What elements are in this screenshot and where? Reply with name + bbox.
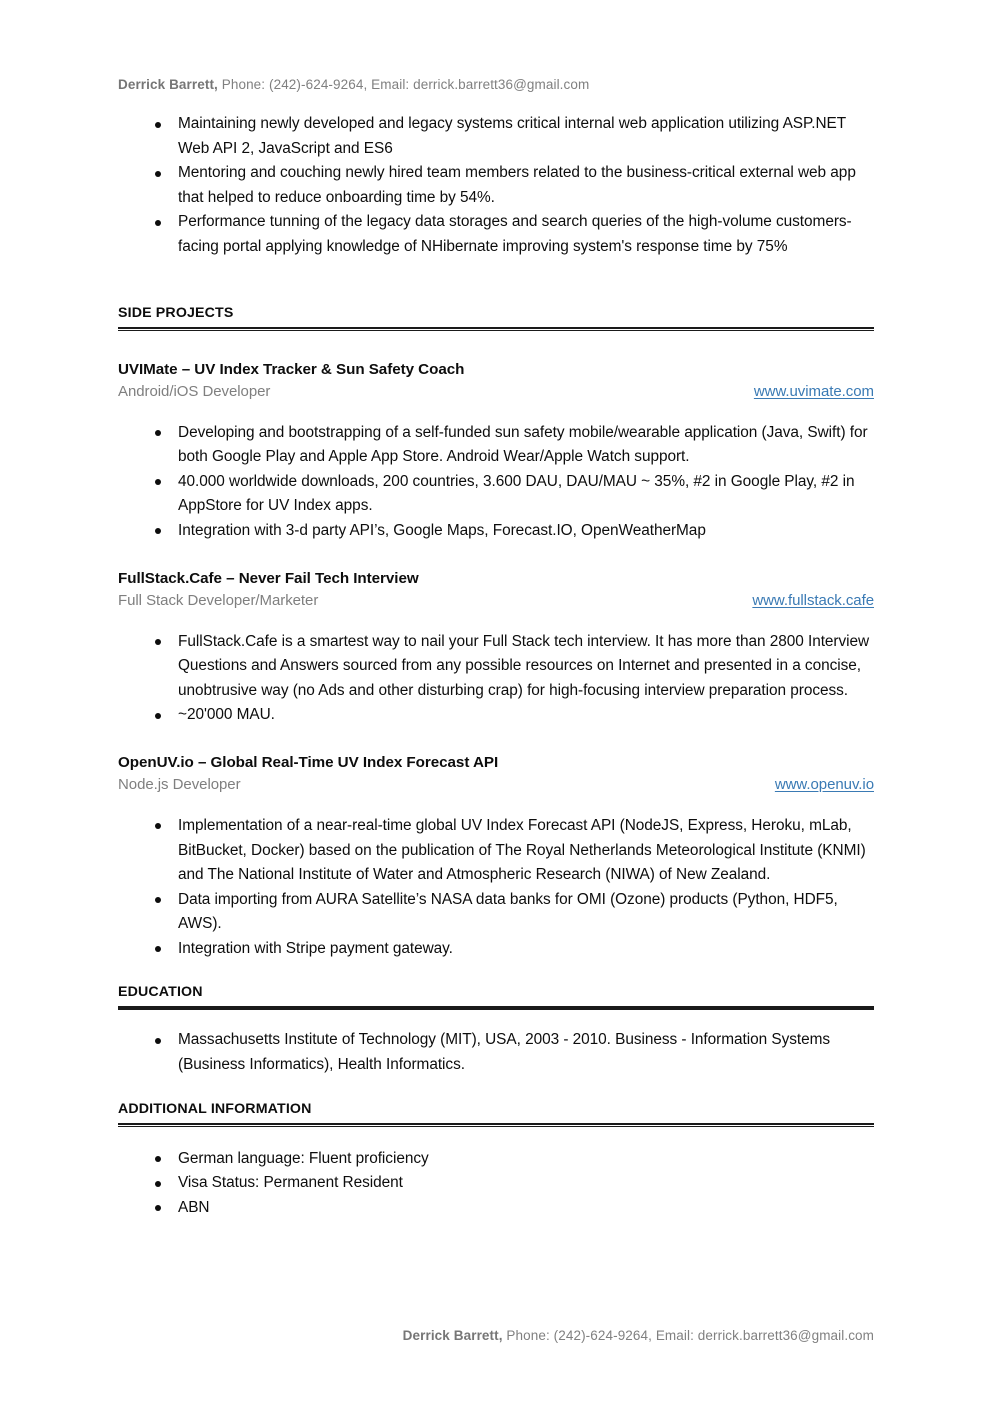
section-title: SIDE PROJECTS (118, 304, 234, 321)
list-item: Mentoring and couching newly hired team members related to the business-critical external web app that helped to reduce onboarding time by 54%. (118, 161, 874, 210)
project-meta (118, 381, 874, 403)
project-title: UVIMate – UV Index Tracker & Sun Safety Coach (118, 360, 465, 378)
project-link[interactable]: www.uvimate.com (753, 382, 874, 400)
section-side-projects (118, 304, 874, 331)
list-item: German language: Fluent proficiency (118, 1147, 874, 1172)
running-footer-contact: Phone: (242)-624-9264, Email: derrick.barrett36@gmail.com (502, 1328, 874, 1343)
project-title: OpenUV.io – Global Real-Time UV Index Forecast API (118, 753, 499, 771)
project-role: Full Stack Developer/Marketer (118, 591, 319, 609)
section-divider (118, 1123, 874, 1127)
running-header-contact: Phone: (242)-624-9264, Email: derrick.barrett36@gmail.com (217, 77, 590, 92)
running-footer-name: Derrick Barrett, (402, 1328, 503, 1343)
resume-content (118, 112, 874, 1220)
list-item: FullStack.Cafe is a smartest way to nail your Full Stack tech interview. It has more than 2800 Interview Questions and Answers sourced from any possible resources on Internet and presented in a concise, unobtrusive way (no Ads and other disturbing crap) for high-focusing interview preparation process. (118, 630, 874, 704)
project-bullet-list (118, 814, 874, 962)
running-header (118, 76, 874, 94)
running-header-name: Derrick Barrett, (118, 77, 218, 92)
list-item: 40.000 worldwide downloads, 200 countries, 3.600 DAU, DAU/MAU ~ 35%, #2 in Google Play, #2 in AppStore for UV Index apps. (118, 470, 874, 519)
list-item: Integration with 3-d party API’s, Google Maps, Forecast.IO, OpenWeatherMap (118, 519, 874, 544)
project-meta (118, 590, 874, 612)
list-item: Maintaining newly developed and legacy systems critical internal web application utilizing ASP.NET Web API 2, JavaScript and ES6 (118, 112, 874, 161)
list-item: ABN (118, 1196, 874, 1221)
project-link[interactable]: www.openuv.io (774, 775, 874, 793)
list-item: Integration with Stripe payment gateway. (118, 937, 874, 962)
additional-information-bullet-list (118, 1147, 874, 1221)
section-additional-information (118, 1100, 874, 1127)
project-role: Node.js Developer (118, 775, 241, 793)
project-openuv-io (118, 752, 874, 962)
experience-bullet-list (118, 112, 874, 260)
project-bullet-list (118, 421, 874, 544)
list-item: Developing and bootstrapping of a self-funded sun safety mobile/wearable application (Java, Swift) for both Google Play and Apple App Store. Android Wear/Apple Watch support. (118, 421, 874, 470)
list-item: ~20'000 MAU. (118, 703, 874, 728)
list-item: Performance tunning of the legacy data storages and search queries of the high-volume customers-facing portal applying knowledge of NHibernate improving system's response time by 75% (118, 210, 874, 259)
project-meta (118, 774, 874, 796)
section-title: EDUCATION (118, 984, 203, 1001)
section-divider (118, 1006, 874, 1010)
project-title: FullStack.Cafe – Never Fail Tech Interview (118, 569, 419, 587)
education-bullet-list (118, 1028, 874, 1077)
list-item: Visa Status: Permanent Resident (118, 1171, 874, 1196)
section-education (118, 983, 874, 1010)
section-divider (118, 327, 874, 331)
project-uvimate (118, 359, 874, 544)
project-bullet-list (118, 630, 874, 728)
list-item: Massachusetts Institute of Technology (MIT), USA, 2003 - 2010. Business - Information Systems (Business Informatics), Health Informatics. (118, 1028, 874, 1077)
list-item: Data importing from AURA Satellite’s NASA data banks for OMI (Ozone) products (Python, HDF5, AWS). (118, 888, 874, 937)
project-fullstack-cafe (118, 568, 874, 728)
section-title: ADDITIONAL INFORMATION (118, 1100, 312, 1117)
project-link[interactable]: www.fullstack.cafe (752, 591, 874, 609)
list-item: Implementation of a near-real-time global UV Index Forecast API (NodeJS, Express, Heroku, mLab, BitBucket, Docker) based on the publication of The Royal Netherlands Meteorological Institute (KNMI) and The National Institute of Water and Atmospheric Research (NIWA) of New Zealand. (118, 814, 874, 888)
running-footer (118, 1327, 874, 1345)
project-role: Android/iOS Developer (118, 382, 271, 400)
